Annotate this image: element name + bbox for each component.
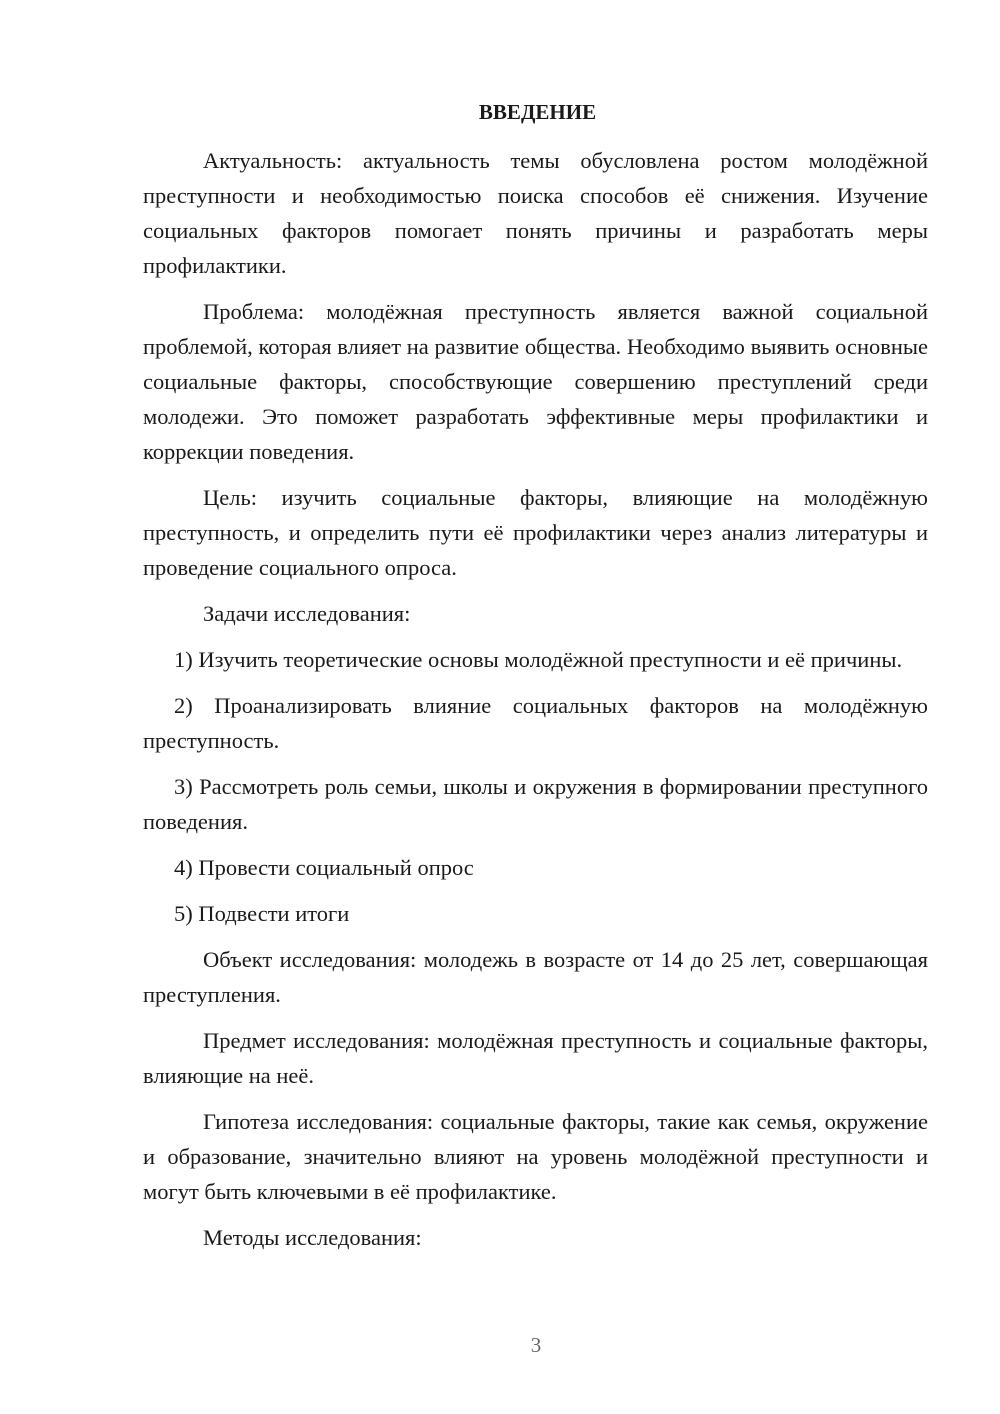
task-item-3: 3) Рассмотреть роль семьи, школы и окружения в формировании преступного поведения. (143, 774, 928, 834)
page-number: 3 (530, 1333, 542, 1357)
section-title: ВВЕДЕНИЕ (478, 100, 597, 124)
paragraph-hypothesis: Гипотеза исследования: социальные факторы, такие как семья, окружение и образование, значительно влияют на уровень молодёжной преступности и могут быть ключевыми в её профилактике. (143, 1109, 928, 1204)
task-item-4: 4) Провести социальный опрос (174, 855, 474, 880)
paragraph-methods-heading: Методы исследования: (203, 1225, 422, 1250)
task-item-2: 2) Проанализировать влияние социальных факторов на молодёжную преступность. (143, 693, 928, 753)
task-item-1: 1) Изучить теоретические основы молодёжной преступности и её причины. (174, 647, 903, 672)
paragraph-problem: Проблема: молодёжная преступность является важной социальной проблемой, которая влияет на развитие общества. Необходимо выявить основные социальные факторы, способствующие совершению преступлений среди молодежи. Это поможет разработать эффективные меры профилактики и коррекции поведения. (143, 299, 928, 464)
page-content (143, 97, 928, 1266)
paragraph-object: Объект исследования: молодежь в возрасте от 14 до 25 лет, совершающая преступления. (143, 947, 928, 1007)
paragraph-relevance: Актуальность: актуальность темы обусловлена ростом молодёжной преступности и необходимостью поиска способов её снижения. Изучение социальных факторов помогает понять причины и разработать меры профилактики. (143, 148, 928, 278)
paragraph-subject: Предмет исследования: молодёжная преступность и социальные факторы, влияющие на неё. (143, 1028, 928, 1088)
task-item-5: 5) Подвести итоги (174, 901, 350, 926)
paragraph-goal: Цель: изучить социальные факторы, влияющие на молодёжную преступность, и определить пути её профилактики через анализ литературы и проведение социального опроса. (143, 485, 928, 580)
paragraph-tasks-heading: Задачи исследования: (203, 601, 411, 626)
